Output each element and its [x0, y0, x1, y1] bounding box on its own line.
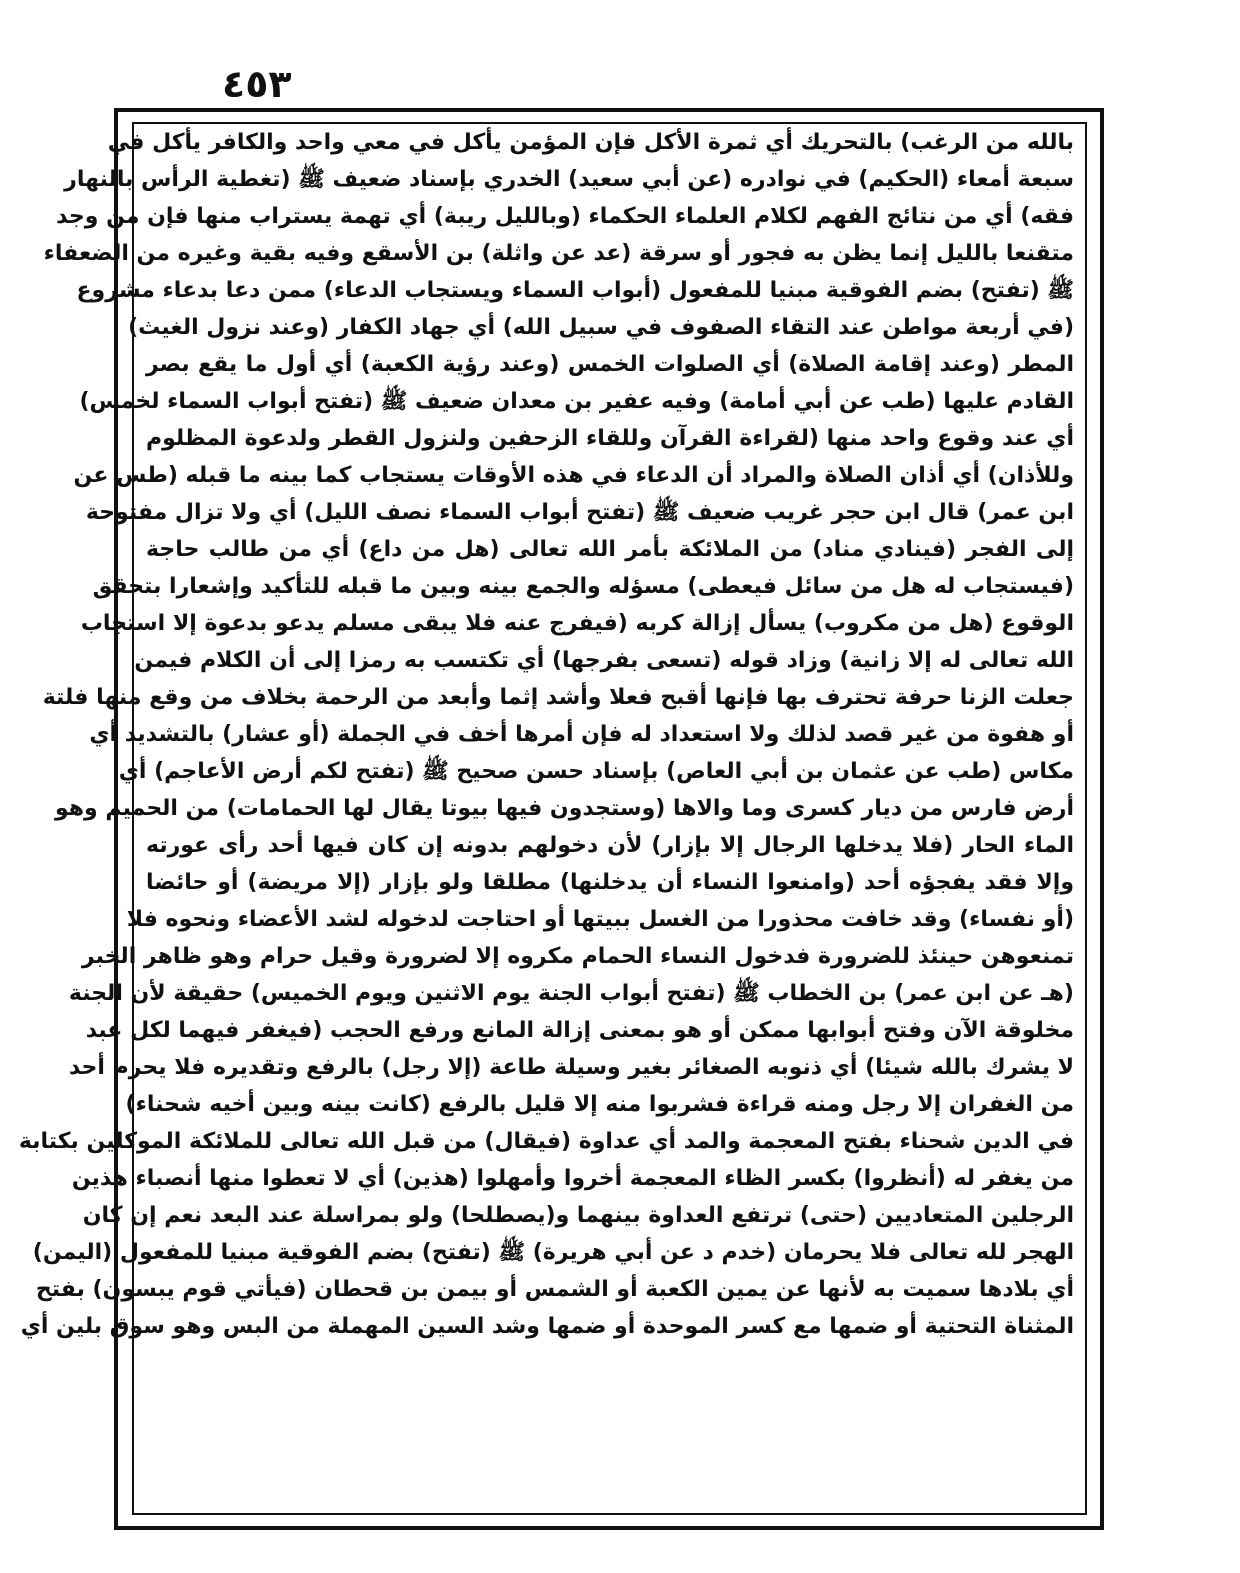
text-line: أرض فارس من ديار كسرى وما والاها (وستجدون فيها بيوتا يقال لها الحمامات) من الحميم وهو — [54, 796, 1074, 821]
text-line: وإلا فقد يفجؤه أحد (وامنعوا النساء أن يدخلنها) مطلقا ولو بإزار (إلا مريضة) أو حائضا — [146, 870, 1074, 895]
text-line: الهجر لله تعالى فلا يحرمان (خدم د عن أبي هريرة) ﷺ (تفتح) بضم الفوقية مبنيا للمفعول (اليمن) — [32, 1240, 1074, 1265]
body-text — [18, 124, 1074, 1510]
text-line: مخلوقة الآن وفتح أبوابها ممكن أو هو بمعنى إزالة المانع ورفع الحجب (فيغفر فيهما لكل عبد — [85, 1018, 1074, 1043]
text-line: لا يشرك بالله شيئا) أي ذنوبه الصغائر بغير وسيلة طاعة (إلا رجل) بالرفع وتقديره فلا يحرم أحد — [68, 1055, 1074, 1080]
text-line: (أو نفساء) وقد خافت محذورا من الغسل ببيتها أو احتاجت لدخوله لشد الأعضاء ونحوه فلا — [126, 907, 1074, 932]
text-line: متقنعا بالليل إنما يظن به فجور أو سرقة (عد عن واثلة) بن الأسقع وفيه بقية وغيره من الضعفاء — [43, 241, 1074, 266]
text-line: جعلت الزنا حرفة تحترف بها فإنها أقبح فعلا وأشد إثما وأبعد من الرحمة بخلاف من وقع منها فلتة — [42, 685, 1074, 710]
text-line: سبعة أمعاء (الحكيم) في نوادره (عن أبي سعيد) الخدري بإسناد ضعيف ﷺ (تغطية الرأس بالنهار — [64, 167, 1074, 192]
text-line: في الدين شحناء بفتح المعجمة والمد أي عداوة (فيقال) من قبل الله تعالى للملائكة الموكلين بكتابة — [18, 1129, 1074, 1154]
text-line: أو هفوة من غير قصد لذلك ولا استعداد له فإن أمرها أخف في الجملة (أو عشار) بالتشديد أي — [89, 722, 1074, 747]
text-line: (هـ عن ابن عمر) بن الخطاب ﷺ (تفتح أبواب الجنة يوم الاثنين ويوم الخميس) حقيقة لأن الجنة — [68, 981, 1074, 1006]
text-line: إلى الفجر (فينادي مناد) من الملائكة بأمر الله تعالى (هل من داع) أي من طالب حاجة — [146, 537, 1074, 562]
text-line: بالله من الرغب) بالتحريك أي ثمرة الأكل فإن المؤمن يأكل في معي واحد والكافر يأكل في — [107, 130, 1074, 155]
text-line: من الغفران إلا رجل ومنه قراءة فشربوا منه إلا قليل بالرفع (كانت بينه وبين أخيه شحناء) — [125, 1092, 1074, 1117]
text-line: القادم عليها (طب عن أبي أمامة) وفيه عفير بن معدان ضعيف ﷺ (تفتح أبواب السماء لخمس) — [79, 389, 1074, 414]
text-line: أي عند وقوع واحد منها (لقراءة القرآن وللقاء الزحفين ولنزول القطر ولدعوة المظلوم — [146, 426, 1074, 451]
text-line: الماء الحار (فلا يدخلها الرجال إلا بإزار) لأن دخولهم بدونه إن كان فيها أحد رأى عورته — [146, 833, 1074, 858]
text-line: من يغفر له (أنظروا) بكسر الظاء المعجمة أخروا وأمهلوا (هذين) أي لا تعطوا منها أنصباء هذين — [71, 1166, 1074, 1191]
text-line: الرجلين المتعاديين (حتى) ترتفع العداوة بينهما و(يصطلحا) ولو بمراسلة عند البعد نعم إن كان — [82, 1203, 1074, 1228]
text-line: أي بلادها سميت به لأنها عن يمين الكعبة أو الشمس أو بيمن بن قحطان (فيأتي قوم يبسون) بفتح — [35, 1277, 1074, 1302]
text-line: وللأذان) أي أذان الصلاة والمراد أن الدعاء في هذه الأوقات يستجاب كما بينه ما قبله (طس عن — [73, 463, 1074, 488]
text-line: الله تعالى له إلا زانية) وزاد قوله (تسعى بفرجها) أي تكتسب به رمزا إلى أن الكلام فيمن — [134, 648, 1074, 673]
text-line: (في أربعة مواطن عند التقاء الصفوف في سبيل الله) أي جهاد الكفار (وعند نزول الغيث) — [128, 315, 1074, 340]
text-line: المثناة التحتية أو ضمها مع كسر الموحدة أو ضمها وشد السين المهملة من البس وهو سوق بلين أي — [20, 1314, 1074, 1339]
text-line: ابن عمر) قال ابن حجر غريب ضعيف ﷺ (تفتح أبواب السماء نصف الليل) أي ولا تزال مفتوحة — [85, 500, 1074, 525]
text-line: تمنعوهن حينئذ للضرورة فدخول النساء الحمام مكروه إلا لضرورة وقيل حرام وهو ظاهر الخبر — [81, 944, 1074, 969]
text-line: فقه) أي من نتائج الفهم لكلام العلماء الحكماء (وبالليل ريبة) أي تهمة يستراب منها فإن من وجد — [56, 204, 1074, 229]
page-number: ٤٥٣ — [222, 62, 292, 106]
text-line: (فيستجاب له هل من سائل فيعطى) مسؤله والجمع بينه وبين ما قبله للتأكيد وإشعارا بتحقق — [92, 574, 1074, 599]
text-line: ﷺ (تفتح) بضم الفوقية مبنيا للمفعول (أبواب السماء ويستجاب الدعاء) ممن دعا بدعاء مشروع — [76, 278, 1074, 303]
text-line: مكاس (طب عن عثمان بن أبي العاص) بإسناد حسن صحيح ﷺ (تفتح لكم أرض الأعاجم) أي — [118, 759, 1074, 784]
text-line: الوقوع (هل من مكروب) يسأل إزالة كربه (فيفرج عنه فلا يبقى مسلم يدعو بدعوة إلا استجاب — [80, 611, 1074, 636]
text-line: المطر (وعند إقامة الصلاة) أي الصلوات الخمس (وعند رؤية الكعبة) أي أول ما يقع بصر — [146, 352, 1074, 377]
